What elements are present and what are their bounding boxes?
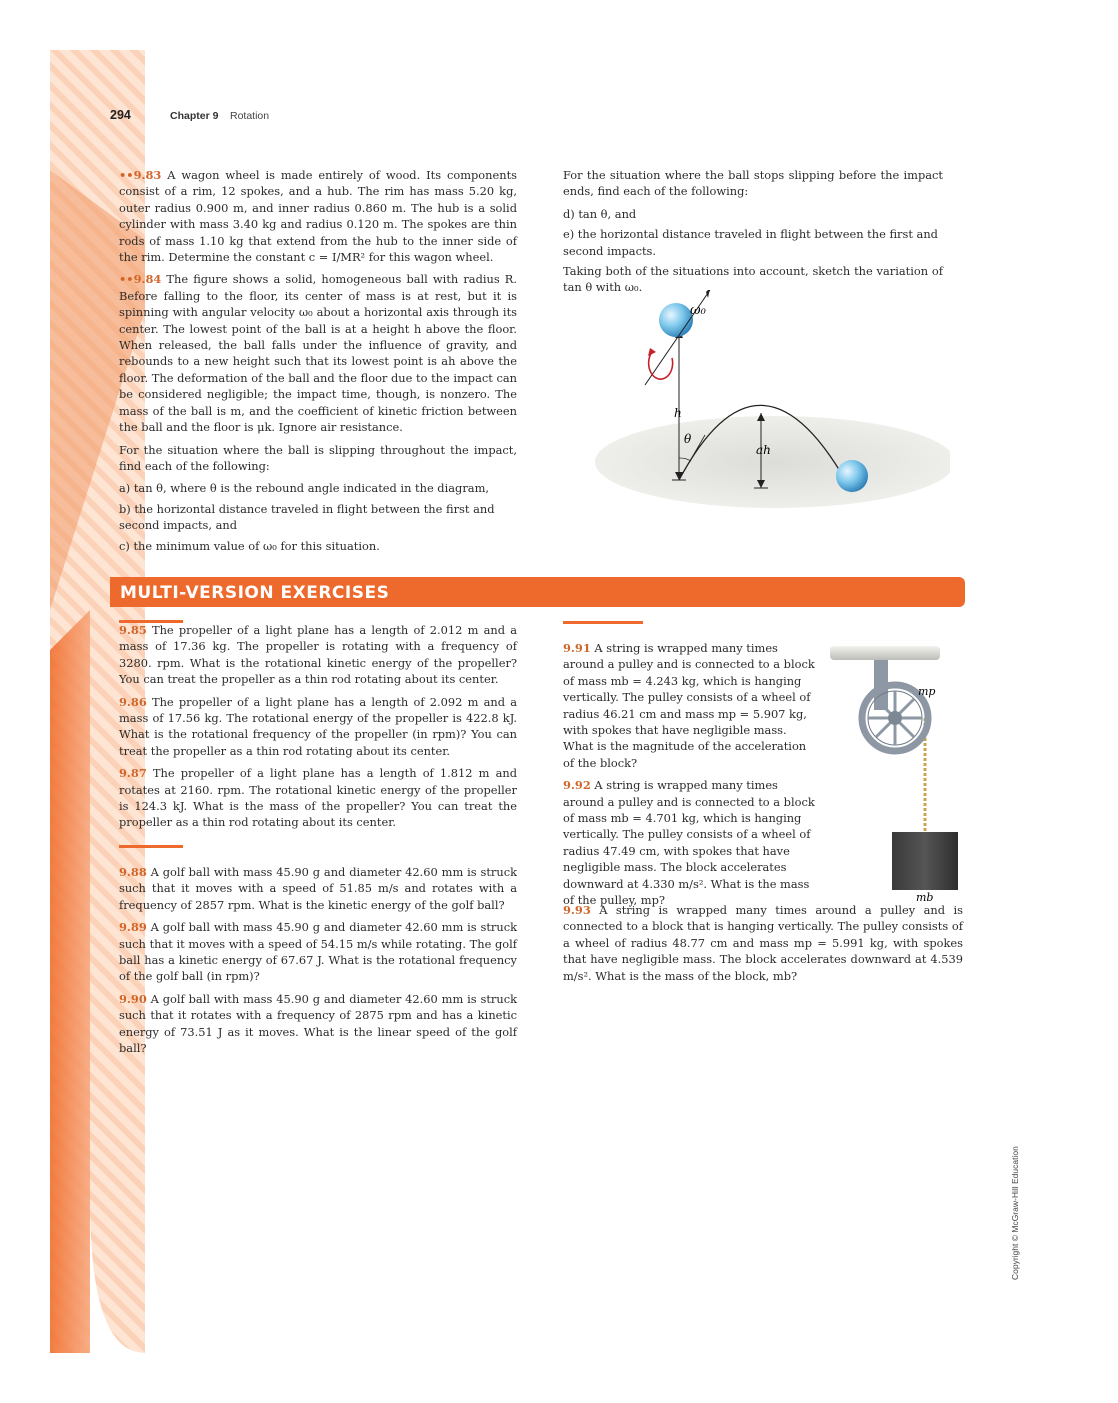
- sketch-instruction: Taking both of the situations into account, sketch the variation of tan θ with ω₀.: [563, 264, 943, 295]
- problem-9-88: 9.88 A golf ball with mass 45.90 g and diameter 42.60 mm is struck such that it moves with a speed of 51.85 m/s and rotates with a frequency of 2857 rpm. What is the kinetic energy of the golf ball?: [119, 865, 517, 912]
- mp-label: mp: [918, 685, 936, 698]
- item-a: a) tan θ, where θ is the rebound angle indicated in the diagram,: [119, 481, 489, 496]
- chapter-title: Rotation: [230, 110, 270, 122]
- problem-9-86: 9.86 The propeller of a light plane has a length of 2.092 m and a mass of 17.56 kg. The rotational energy of the propeller is 422.8 kJ. What is the rotational frequency of the propeller (in rpm)? You can treat the propeller as a thin rod rotating about its center.: [119, 694, 517, 758]
- problem-9-93: 9.93 A string is wrapped many times around a pulley and is connected to a block that is hanging vertically. The pulley consists of a wheel of radius 48.77 cm and mass mp = 5.991 kg, with spokes that have negligible mass. The block accelerates downward at 4.539 m/s². What is the mass of the block, mb?: [563, 903, 963, 983]
- section-banner-title: MULTI-VERSION EXERCISES: [120, 583, 390, 603]
- omega-label: ω₀: [690, 303, 706, 318]
- mb-label: mb: [916, 891, 934, 902]
- item-b: b) the horizontal distance traveled in flight between the first and second impacts, and: [119, 501, 495, 533]
- problem-9-89: 9.89 A golf ball with mass 45.90 g and diameter 42.60 mm is struck such that it moves with a speed of 54.15 m/s while rotating. The golf ball has a kinetic energy of 67.67 J. What is the rotational frequency of the golf ball (in rpm)?: [119, 920, 517, 984]
- multi-left-column-b: [119, 864, 517, 1062]
- problem-9-87: 9.87 The propeller of a light plane has a length of 1.812 m and rotates at 2160. rpm. The rotational kinetic energy of the propeller is 124.3 kJ. What is the mass of the propeller? You can treat the propeller as a thin rod rotating about its center.: [119, 766, 517, 830]
- chapter-label: Chapter 9: [170, 110, 219, 122]
- problem-9-91: 9.91 A string is wrapped many times around a pulley and is connected to a block of mass mb = 4.243 kg, which is hanging vertically. The pulley consists of a wheel of radius 46.21 cm and mass mp = 5.907 kg, with spokes that have negligible mass. What is the magnitude of the acceleration of the block?: [563, 641, 815, 770]
- page-number: 294: [110, 108, 131, 122]
- item-d: d) tan θ, and: [563, 206, 637, 221]
- h-label: h: [674, 406, 682, 420]
- ah-label: ah: [756, 443, 771, 457]
- multi-right-column-a: [563, 640, 817, 915]
- ball-bounce-figure: [590, 290, 950, 510]
- problem-9-92: 9.92 A string is wrapped many times around a pulley and is connected to a block of mass mb = 4.701 kg, which is hanging vertically. The pulley consists of a wheel of radius 47.49 cm, with spokes that have negligible mass. The block accelerates downward at 4.330 m/s². What is the mass of the pulley, mp?: [563, 778, 815, 908]
- problem-9-84: ••9.84 The figure shows a solid, homogeneous ball with radius R. Before falling to the floor, its center of mass is at rest, but it is spinning with angular velocity ω₀ about a horizontal axis through its center. The lowest point of the ball is at a height h above the floor. When released, the ball falls under the influence of gravity, and rebounds to a new height such that its lowest point is ah above the floor. The deformation of the ball and the floor due to the impact can be considered negligible; the impact time, though, is nonzero. The mass of the ball is m, and the coefficient of kinetic friction between the ball and the floor is μk. Ignore air resistance.: [119, 272, 517, 435]
- problem-9-83: ••9.83 A wagon wheel is made entirely of wood. Its components consist of a rim, 12 spokes, and a hub. The rim has mass 5.20 kg, outer radius 0.900 m, and inner radius 0.860 m. The hub is a solid cylinder with mass 3.40 kg and radius 0.120 m. The spokes are thin rods of mass 1.10 kg that extend from the hub to the inner side of the rim. Determine the constant c = I/MR² for this wagon wheel.: [119, 168, 517, 265]
- item-c: c) the minimum value of ω₀ for this situation.: [119, 538, 380, 553]
- problem-9-85: 9.85 The propeller of a light plane has a length of 2.012 m and a mass of 17.36 kg. The propeller is rotating with a frequency of 3280. rpm. What is the rotational kinetic energy of the propeller? You can treat the propeller as a thin rod rotating about its center.: [119, 623, 517, 687]
- problem-9-90: 9.90 A golf ball with mass 45.90 g and diameter 42.60 mm is struck such that it rotates with a frequency of 2875 rpm and has a kinetic energy of 73.51 J as it moves. What is the linear speed of the golf ball?: [119, 991, 517, 1056]
- multi-right-column-b: [563, 902, 963, 990]
- theta-label: θ: [684, 432, 692, 446]
- divider-rule: [119, 845, 183, 848]
- left-column: [119, 167, 517, 558]
- multi-left-column-a: [119, 622, 517, 837]
- right-column: [563, 167, 943, 302]
- item-e: e) the horizontal distance traveled in flight between the first and second impacts.: [563, 227, 938, 258]
- copyright-notice: Copyright © McGraw-Hill Education: [1010, 1146, 1020, 1280]
- divider-rule: [563, 621, 643, 624]
- slipping-intro: For the situation where the ball is slipping throughout the impact, find each of the following:: [119, 442, 517, 473]
- pulley-figure: [830, 640, 960, 902]
- stops-intro: For the situation where the ball stops slipping before the impact ends, find each of the following:: [563, 168, 943, 199]
